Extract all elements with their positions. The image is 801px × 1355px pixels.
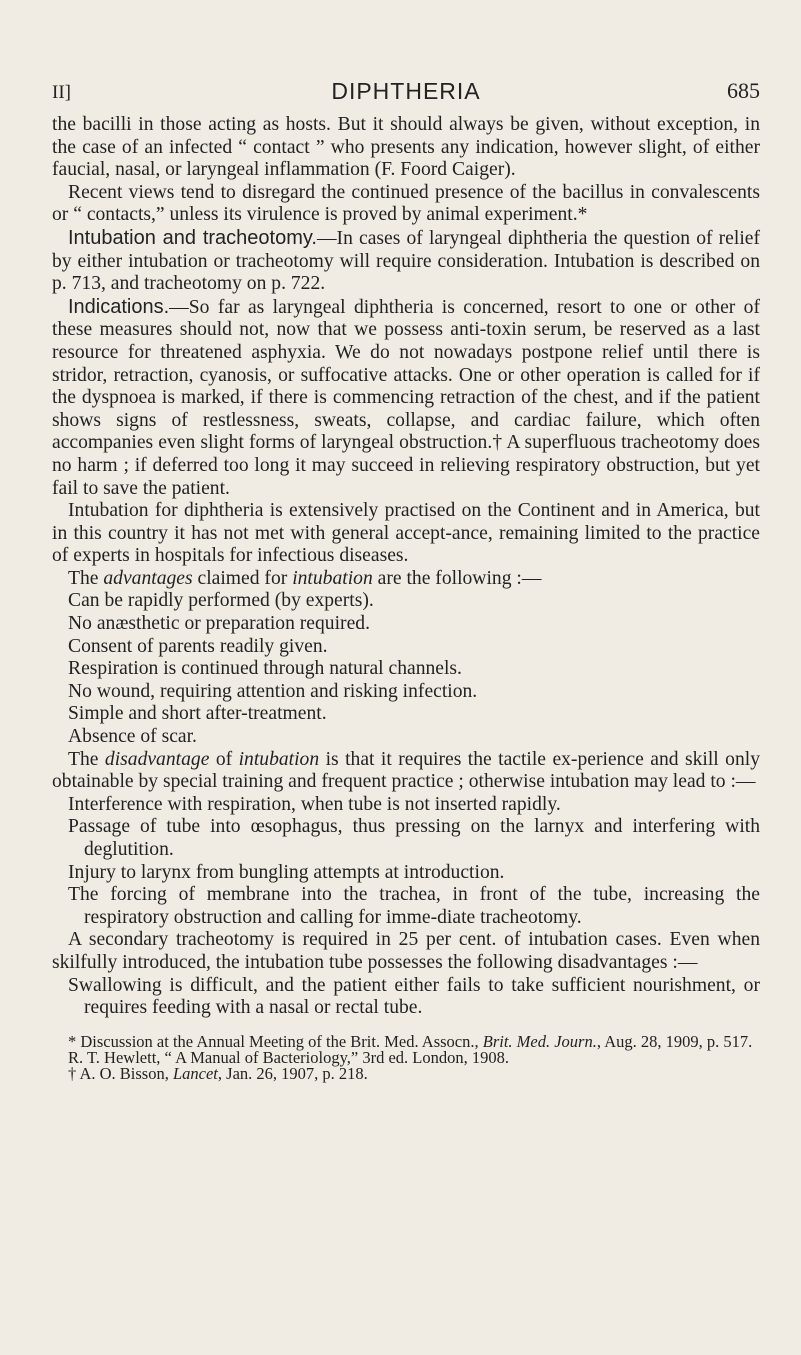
disadvantage-intro: The disadvantage of intubation is that it requires the tactile ex-perience and skill only obtainable by special training and frequent practice ; otherwise intubation may lead to :—	[52, 748, 760, 793]
footnote-continuation: R. T. Hewlett, “ A Manual of Bacteriology,” 3rd ed. London, 1908.	[68, 1047, 509, 1067]
paragraph-intubation: Intubation and tracheotomy.—In cases of laryngeal diphtheria the question of relief by either intubation or tracheotomy will require consideration. Intubation is described on p. 713, and tracheotomy on p. 722.	[52, 226, 760, 295]
paragraph-indications: Indications.—So far as laryngeal diphtheria is concerned, resort to one or other of these measures should not, now that we possess anti-toxin serum, be reserved as a last resource for threatened asphyxia. We do not nowadays postpone relief until there is stridor, retraction, cyanosis, or suffocative attacks. One or other operation is called for if the dyspnoea is marked, if there is commencing retraction of the chest, and if the patient shows signs of restlessness, sweats, collapse, and cardiac failure, which often accompanies even slight forms of laryngeal obstruction.† A superfluous tracheotomy does no harm ; if deferred too long it may succeed in relieving respiratory obstruction, but yet fail to save the patient.	[52, 295, 760, 499]
section-marker: II]	[52, 82, 71, 103]
list-item: Interference with respiration, when tube is not inserted rapidly.	[68, 793, 561, 815]
list-item: Injury to larynx from bungling attempts at introduction.	[68, 861, 505, 883]
list-item: Simple and short after-treatment.	[68, 703, 327, 725]
running-title: DIPHTHERIA	[331, 78, 481, 104]
list-item: Absence of scar.	[68, 726, 197, 748]
list-item: The forcing of membrane into the trachea, in front of the tube, increasing the respiratory obstruction and calling for imme-diate tracheotomy.	[68, 884, 760, 928]
advantages-intro: The advantages claimed for intubation are the following :—	[68, 567, 542, 589]
running-header	[52, 78, 760, 108]
body-text	[52, 114, 760, 1082]
footnote: † A. O. Bisson, Lancet, Jan. 26, 1907, p. 218.	[68, 1063, 368, 1083]
list-item: Can be rapidly performed (by experts).	[68, 590, 374, 612]
list-item: Respiration is continued through natural channels.	[68, 658, 462, 680]
list-item: Passage of tube into œsophagus, thus pressing on the larnyx and interfering with deglutition.	[68, 816, 760, 860]
paragraph: Recent views tend to disregard the continued presence of the bacillus in convalescents or “ contacts,” unless its virulence is proved by animal experiment.*	[52, 181, 760, 226]
paragraph: A secondary tracheotomy is required in 25 per cent. of intubation cases. Even when skilfully introduced, the intubation tube possesses the following disadvantages :—	[52, 929, 760, 973]
list-item: No anæsthetic or preparation required.	[68, 613, 370, 635]
list-item: No wound, requiring attention and risking infection.	[68, 680, 478, 702]
page-number: 685	[727, 78, 760, 103]
paragraph: the bacilli in those acting as hosts. But it should always be given, without exception, in the case of an infected “ contact ” who presents any indication, however slight, of either faucial, nasal, or laryngeal inflammation (F. Foord Caiger).	[52, 114, 760, 181]
footnote: * Discussion at the Annual Meeting of the Brit. Med. Assocn., Brit. Med. Journ., Aug. 28, 1909, p. 517.	[68, 1031, 753, 1051]
footnotes	[52, 1031, 760, 1083]
list-item: Swallowing is difficult, and the patient either fails to take sufficient nourishment, or requires feeding with a nasal or rectal tube.	[68, 974, 760, 1019]
section-heading: Indications.	[68, 295, 170, 318]
section-heading: Intubation and tracheotomy.	[68, 226, 317, 249]
paragraph: Intubation for diphtheria is extensively practised on the Continent and in America, but in this country it has not met with general accept-ance, remaining limited to the practice of experts in hospitals for infectious diseases.	[52, 500, 760, 567]
list-item: Consent of parents readily given.	[68, 635, 328, 657]
